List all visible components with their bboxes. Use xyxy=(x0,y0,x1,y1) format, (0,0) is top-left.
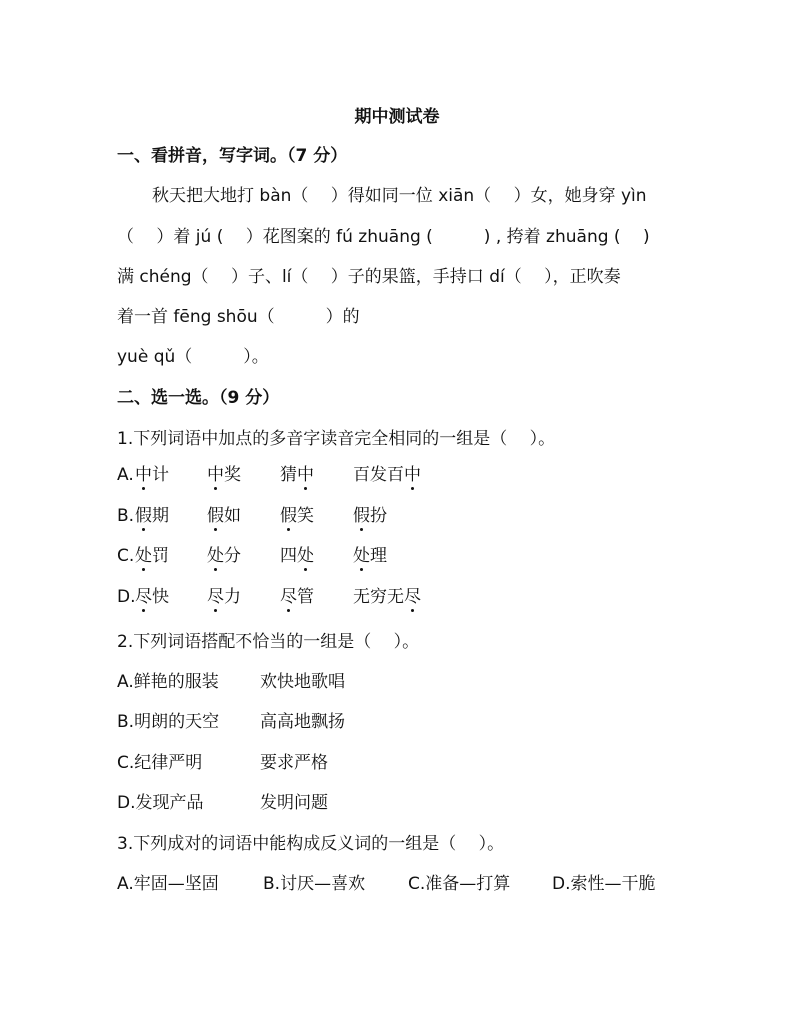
pinyin-line-1: 秋天把大地打 bàn（ ）得如同一位 xiān（ ）女，她身穿 yìn xyxy=(152,186,647,206)
option-word: 假如 xyxy=(207,506,241,526)
option-word: 尽力 xyxy=(207,587,241,607)
section2-heading: 二、选一选。（9 分） xyxy=(117,388,280,408)
option-word: 处理 xyxy=(353,546,387,566)
q1-option-d xyxy=(117,585,717,609)
option-phrase-1: A.鲜艳的服装 xyxy=(117,672,219,692)
q3-option-a: A.牢固—坚固 xyxy=(117,874,219,894)
option-word: 猜中 xyxy=(280,465,314,485)
pinyin-line-5: yuè qǔ（ ）。 xyxy=(117,347,269,367)
option-word: 处罚 xyxy=(135,546,169,566)
option-phrase-1: D.发现产品 xyxy=(117,793,204,813)
dotted-char: 中 xyxy=(297,465,314,485)
page-title: 期中测试卷 xyxy=(354,107,440,127)
dotted-char: 处 xyxy=(353,546,370,566)
dotted-char: 处 xyxy=(207,546,224,566)
option-word: 百发百中 xyxy=(353,465,421,485)
option-phrase-2: 高高地飘扬 xyxy=(260,712,345,732)
dotted-char: 处 xyxy=(297,546,314,566)
option-phrase-1: B.明朗的天空 xyxy=(117,712,220,732)
q2-option-c xyxy=(117,751,717,775)
question-2-stem: 2.下列词语搭配不恰当的一组是（ ）。 xyxy=(117,632,420,652)
option-word: 假笑 xyxy=(280,506,314,526)
dotted-char: 假 xyxy=(353,506,370,526)
option-word: 中计 xyxy=(135,465,169,485)
option-word: 尽管 xyxy=(280,587,314,607)
q2-option-b xyxy=(117,710,717,734)
q3-option-d: D.索性—干脆 xyxy=(552,874,656,894)
option-word: 处分 xyxy=(207,546,241,566)
dotted-char: 处 xyxy=(135,546,152,566)
section1-heading: 一、看拼音，写字词。（7 分） xyxy=(117,146,348,166)
q1-option-b xyxy=(117,504,717,528)
dotted-char: 假 xyxy=(207,506,224,526)
dotted-char: 假 xyxy=(135,506,152,526)
dotted-char: 尽 xyxy=(280,587,297,607)
dotted-char: 尽 xyxy=(404,587,421,607)
q3-option-b: B.讨厌—喜欢 xyxy=(263,874,366,894)
option-phrase-2: 欢快地歌唱 xyxy=(260,672,345,692)
option-letter: A. xyxy=(117,465,134,485)
option-word: 尽快 xyxy=(135,587,169,607)
option-phrase-2: 发明问题 xyxy=(260,793,328,813)
option-word: 中奖 xyxy=(207,465,241,485)
dotted-char: 假 xyxy=(280,506,297,526)
option-word: 假扮 xyxy=(353,506,387,526)
q2-option-d xyxy=(117,791,717,815)
q1-option-a xyxy=(117,463,717,487)
option-letter: C. xyxy=(117,546,135,566)
q2-option-a xyxy=(117,670,717,694)
dotted-char: 尽 xyxy=(135,587,152,607)
option-letter: B. xyxy=(117,506,135,526)
q3-options xyxy=(117,872,717,896)
dotted-char: 中 xyxy=(135,465,152,485)
question-3-stem: 3.下列成对的词语中能构成反义词的一组是（ ）。 xyxy=(117,834,505,854)
pinyin-line-4: 着一首 fēng shōu（ ）的 xyxy=(117,307,360,327)
option-phrase-1: C.纪律严明 xyxy=(117,753,203,773)
dotted-char: 中 xyxy=(404,465,421,485)
option-phrase-2: 要求严格 xyxy=(260,753,328,773)
option-word: 四处 xyxy=(280,546,314,566)
dotted-char: 中 xyxy=(207,465,224,485)
q1-option-c xyxy=(117,544,717,568)
pinyin-line-2: （ ）着 jú ( ）花图案的 fú zhuāng ( ) , 挎着 zhuāng ( ) xyxy=(117,227,650,247)
option-letter: D. xyxy=(117,587,136,607)
option-word: 无穷无尽 xyxy=(353,587,421,607)
question-1-stem: 1.下列词语中加点的多音字读音完全相同的一组是（ ）。 xyxy=(117,429,556,449)
q3-option-c: C.准备—打算 xyxy=(408,874,511,894)
option-word: 假期 xyxy=(135,506,169,526)
pinyin-line-3: 满 chéng（ ）子、lí（ ）子的果篮，手持口 dí（ ），正吹奏 xyxy=(117,267,621,287)
dotted-char: 尽 xyxy=(207,587,224,607)
